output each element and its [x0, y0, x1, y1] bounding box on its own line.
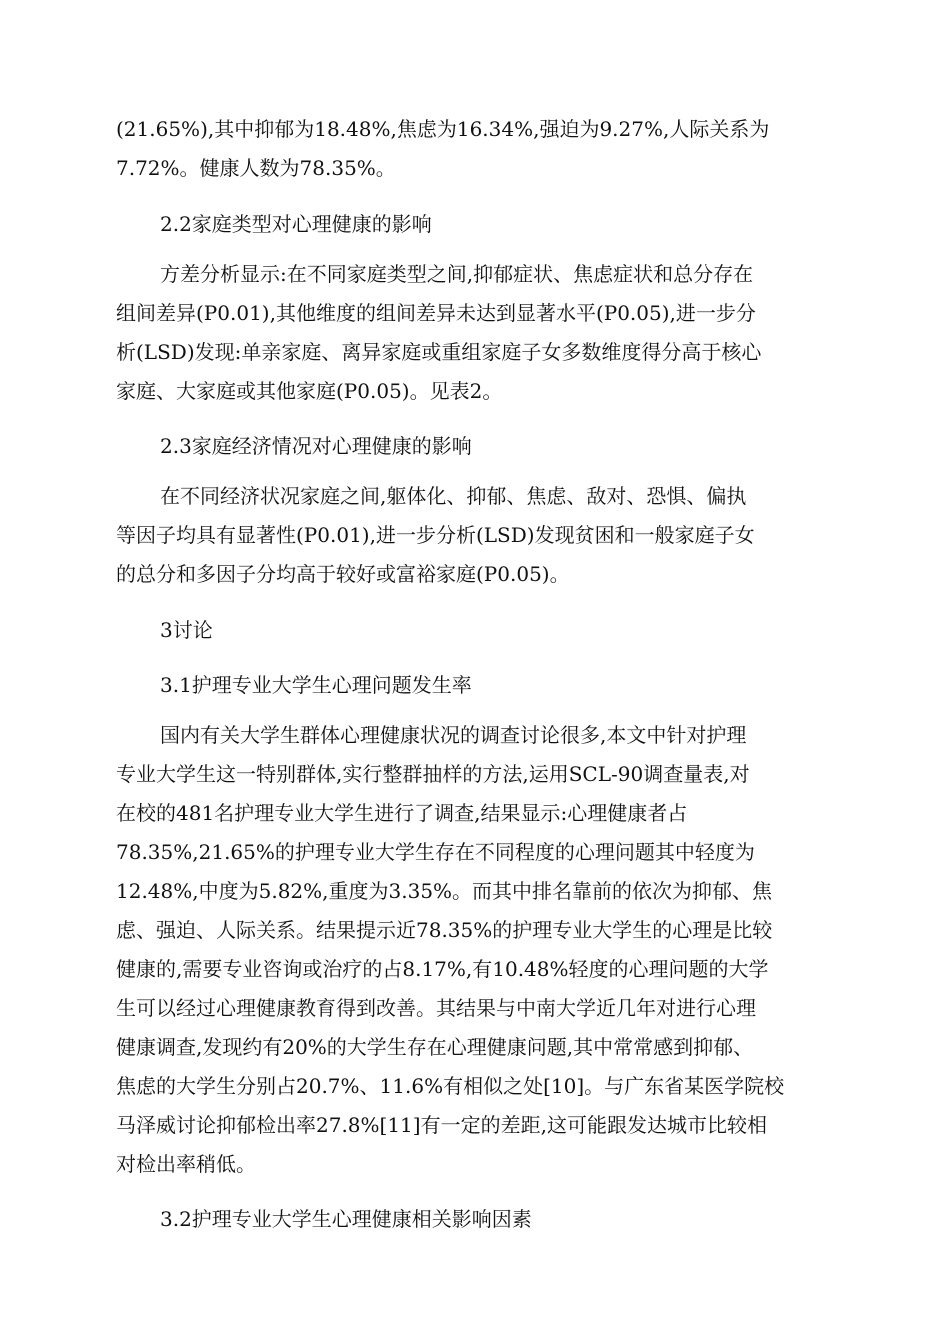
body-line: 马泽威讨论抑郁检出率27.8%[11]有一定的差距,这可能跟发达城市比较相: [116, 1113, 767, 1137]
body-line: 7.72%。健康人数为78.35%。: [116, 156, 396, 180]
body-line: 组间差异(P0.01),其他维度的组间差异未达到显著水平(P0.05),进一步分: [116, 301, 756, 325]
body-line: 78.35%,21.65%的护理专业大学生存在不同程度的心理问题其中轻度为: [116, 840, 755, 864]
section-heading: 3.1护理专业大学生心理问题发生率: [160, 673, 472, 697]
section-heading: 2.3家庭经济情况对心理健康的影响: [160, 434, 472, 458]
body-line: 健康的,需要专业咨询或治疗的占8.17%,有10.48%轻度的心理问题的大学: [116, 957, 769, 981]
section-heading: 3.2护理专业大学生心理健康相关影响因素: [160, 1207, 532, 1231]
body-line: 方差分析显示:在不同家庭类型之间,抑郁症状、焦虑症状和总分存在: [160, 262, 754, 286]
body-line: 家庭、大家庭或其他家庭(P0.05)。见表2。: [116, 379, 503, 403]
body-line: 国内有关大学生群体心理健康状况的调查讨论很多,本文中针对护理: [160, 723, 747, 747]
body-line: 生可以经过心理健康教育得到改善。其结果与中南大学近几年对进行心理: [116, 996, 756, 1020]
body-line: 在校的481名护理专业大学生进行了调查,结果显示:心理健康者占: [116, 801, 688, 825]
body-line: 对检出率稍低。: [116, 1152, 256, 1176]
body-line: 健康调查,发现约有20%的大学生存在心理健康问题,其中常常感到抑郁、: [116, 1035, 754, 1059]
body-line: 等因子均具有显著性(P0.01),进一步分析(LSD)发现贫困和一般家庭子女: [116, 523, 755, 547]
body-line: 的总分和多因子分均高于较好或富裕家庭(P0.05)。: [116, 562, 570, 586]
body-line: 虑、强迫、人际关系。结果提示近78.35%的护理专业大学生的心理是比较: [116, 918, 773, 942]
body-line: 析(LSD)发现:单亲家庭、离异家庭或重组家庭子女多数维度得分高于核心: [116, 340, 762, 364]
section-heading: 2.2家庭类型对心理健康的影响: [160, 212, 432, 236]
section-heading: 3讨论: [160, 618, 213, 642]
body-line: 12.48%,中度为5.82%,重度为3.35%。而其中排名靠前的依次为抑郁、焦: [116, 879, 773, 903]
body-line: (21.65%),其中抑郁为18.48%,焦虑为16.34%,强迫为9.27%,人际关系为: [116, 117, 770, 141]
body-line: 焦虑的大学生分别占20.7%、11.6%有相似之处[10]。与广东省某医学院校: [116, 1074, 785, 1098]
body-line: 在不同经济状况家庭之间,躯体化、抑郁、焦虑、敌对、恐惧、偏执: [160, 484, 747, 508]
body-line: 专业大学生这一特别群体,实行整群抽样的方法,运用SCL-90调查量表,对: [116, 762, 750, 786]
